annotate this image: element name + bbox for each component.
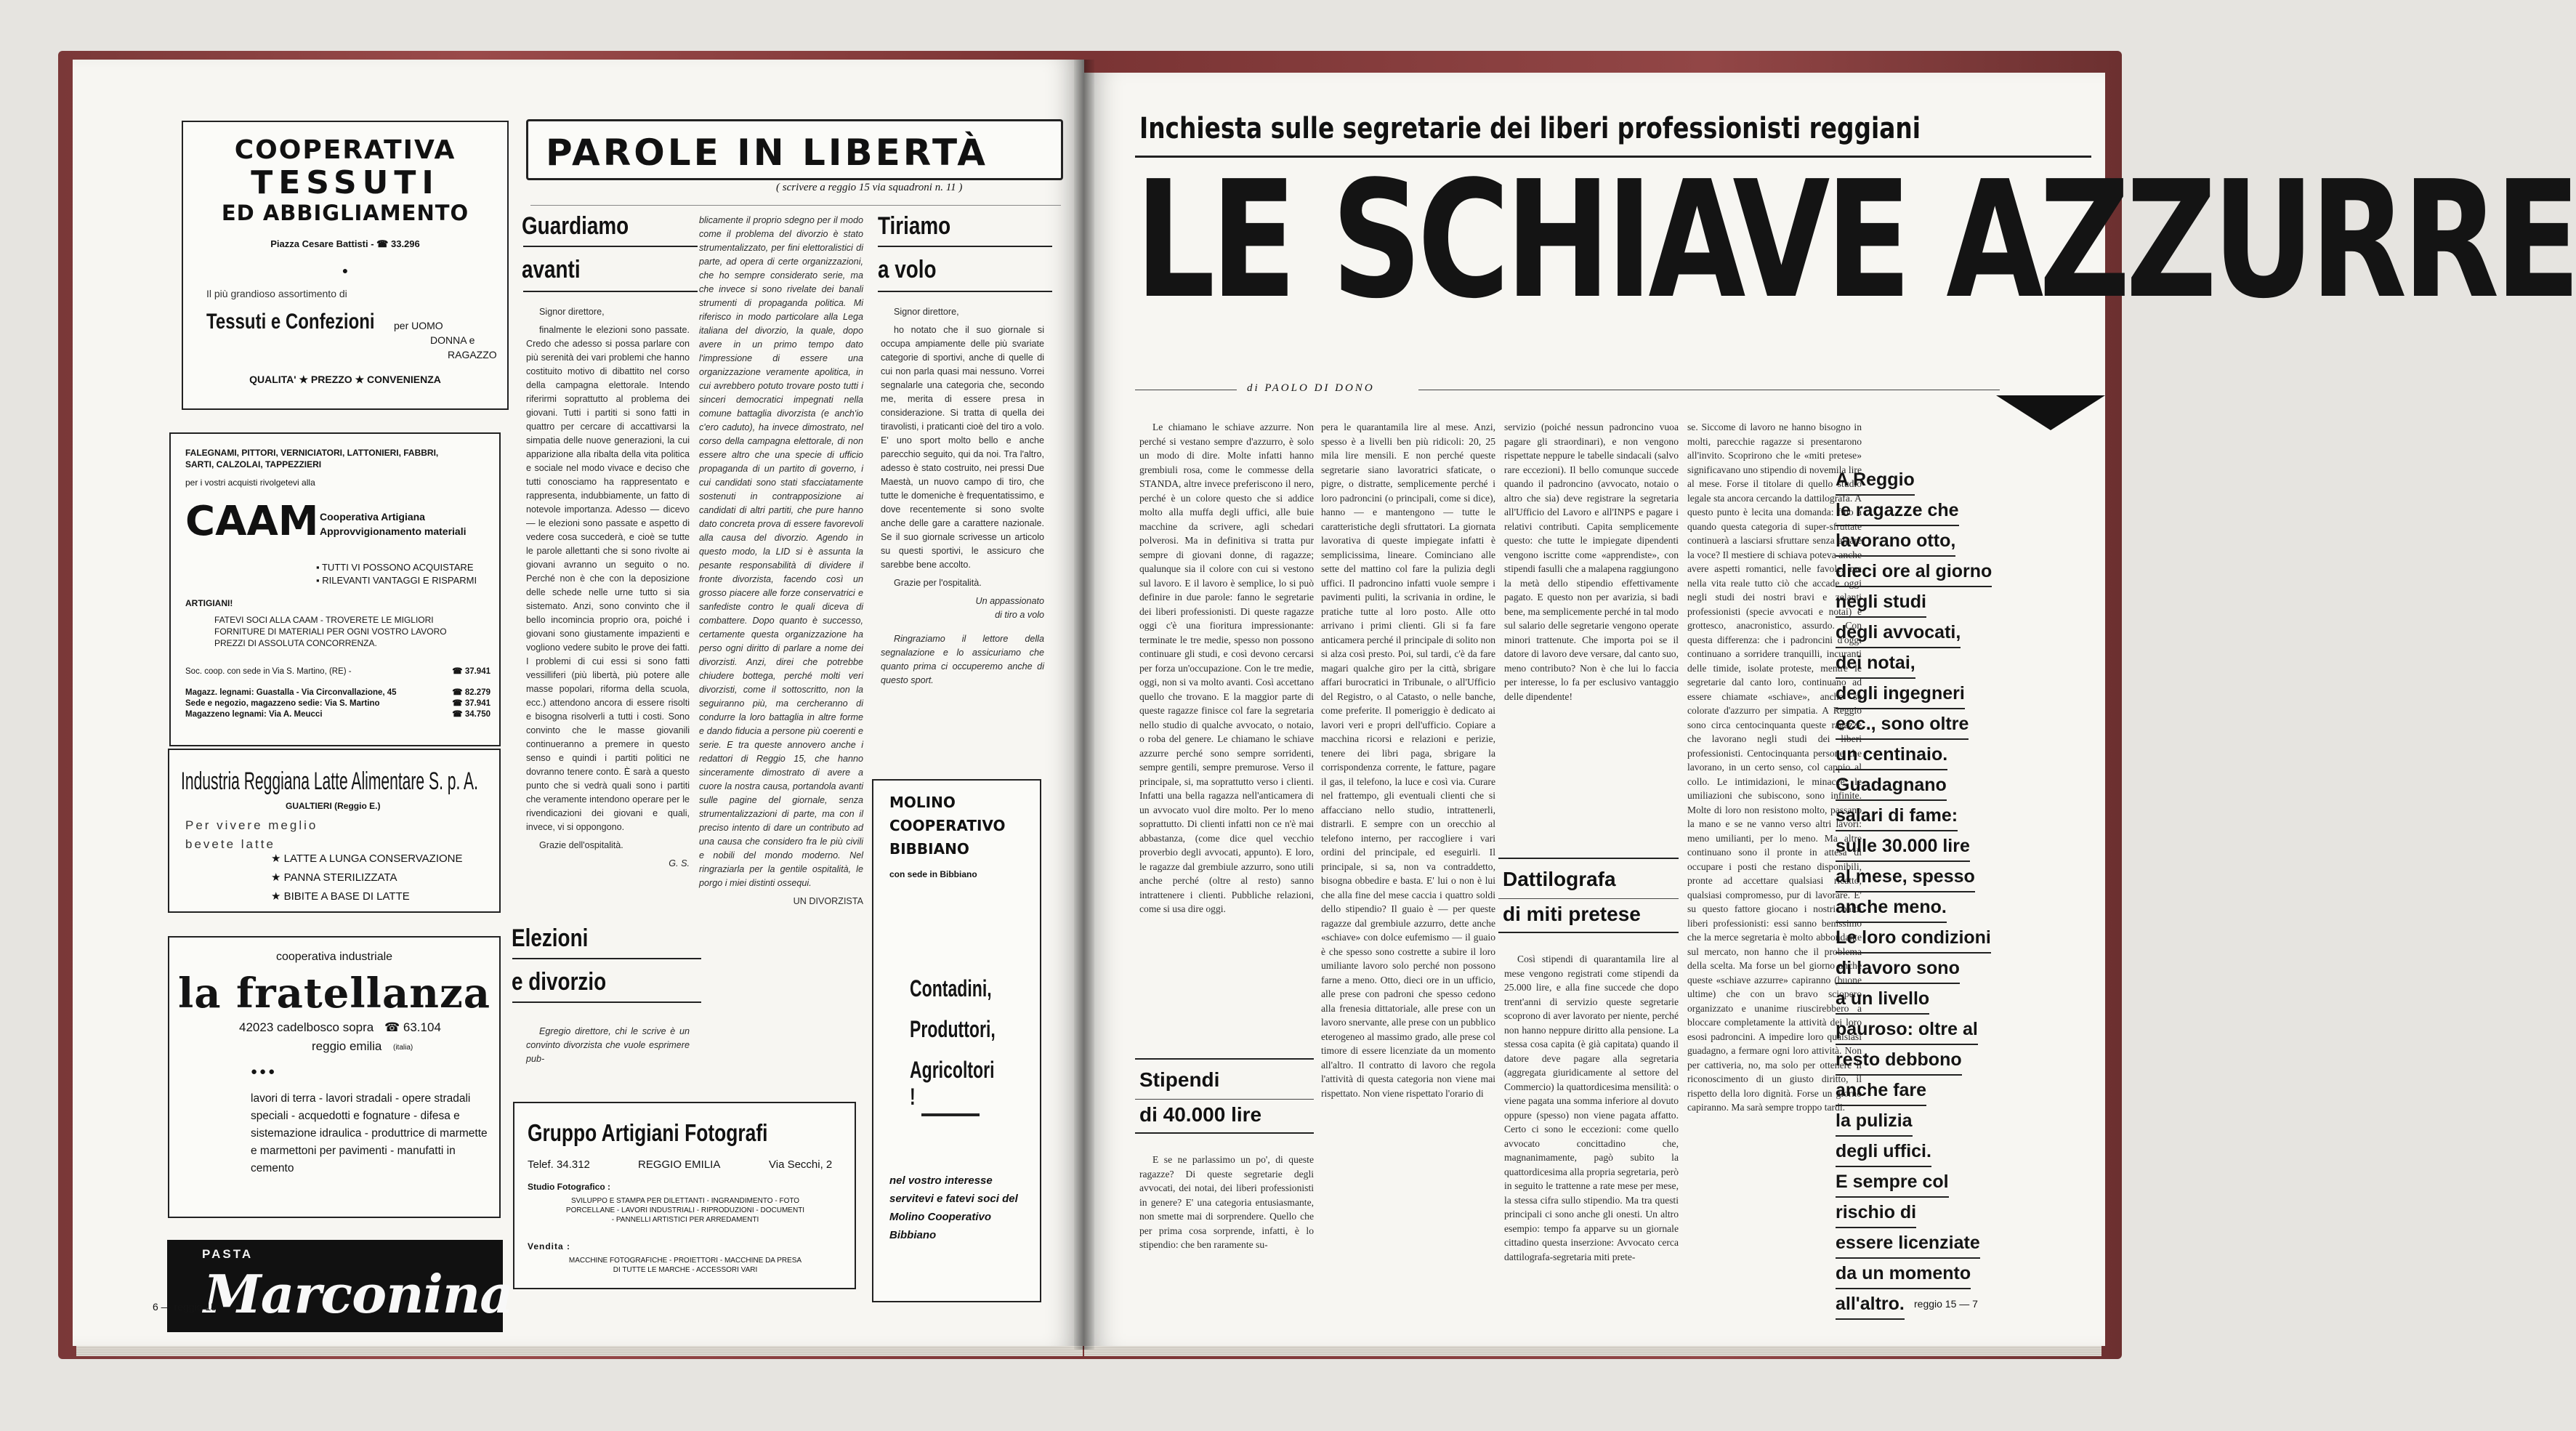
rule — [1498, 898, 1679, 899]
letter3-thanks: Grazie per l'ospitalità. — [894, 578, 982, 588]
ad-fotografi-vendita: Vendita : — [528, 1241, 571, 1251]
ad-marconina-brand: Marconina — [203, 1263, 513, 1325]
ad-molino-line2: COOPERATIVO — [889, 817, 1006, 834]
sidebar-line-text: sulle 30.000 lire — [1836, 831, 1970, 862]
letter3-signature1: Un appassionato — [975, 596, 1044, 606]
ad-latte-name: Industria Reggiana Latte Alimentare S. p. A. — [181, 767, 478, 795]
sidebar-line — [1836, 1259, 2054, 1289]
sidebar — [1836, 465, 2054, 1320]
sidebar-line-text: lavorano otto, — [1836, 526, 1955, 557]
ad-caam-rows — [185, 666, 490, 720]
kicker: Inchiesta sulle segretarie dei liberi professionisti reggiani — [1139, 112, 1921, 145]
sidebar-line — [1836, 770, 2054, 801]
letter3-text: ho notato che il suo giornale si occupa ampiamente delle più svariate categorie di sportivi, anche di quelle di cui non parla quasi mai nessuno. Vorrei segnalarle una categoria che, secondo me, merita di essere presa in considerazione. Si tratta di quella dei tiravolisti, i praticanti cioè del tiro a volo. E' uno sport molto bello e anche parecchio seguito, qui da noi. Tra l'altro, adesso è stato costruito, nei pressi Due Maestà, un nuovo campo di tiro, che tutte le domeniche è frequentatissimo, e dove recentemente si sono svolte anche delle gare a carattere nazionale. Se il suo giornale scrivesse un articolo su questi sportivi, le assicuro che sarebbe bene accolto. — [881, 325, 1044, 570]
rule — [512, 1001, 701, 1003]
caam-row-phone: ☎ 37.941 — [452, 667, 490, 676]
sidebar-line-text: Guadagnano — [1836, 770, 1947, 801]
ad-fotografi-street: Via Secchi, 2 — [769, 1158, 833, 1171]
ad-fotografi-city: REGGIO EMILIA — [638, 1158, 721, 1171]
sidebar-line-text: di lavoro sono — [1836, 954, 1960, 984]
sidebar-line — [1836, 1076, 2054, 1106]
ad-slogan: QUALITA' ★ PREZZO ★ CONVENIENZA — [249, 374, 441, 385]
sidebar-line — [1836, 1045, 2054, 1076]
article-col2-text: pera le quarantamila lire al mese. Anzi, spesso è a livelli ben più ridicoli: 20, 25 mila lire mensili. E non perché queste segretarie siano lavoratrici sfaticate, o pigre, o distratte, semplicemente perché i loro padroncini (o principali, come si dice), hanno — e mantengono — tutte le caratteristiche degli sfruttatori. La giornata lavorativa di queste impiegate infatti è semplicissima, lineare. Cominciano alle sette del mattino col fare la pulizia degli uffici. Il padroncino infatti vuole sempre i pavimenti puliti, la scrivania in ordine, le pratiche tutte al loro posto. Alle otto arrivano i primi clienti. Gli si fa fare anticamera perché il principale di solito non si alza così presto. Poi, sul tardi, c'è da fare magari qualche giro per la città, sbrigare affari burocratici in Tribunale, o all'Ufficio del Registro, o al Catasto, o nelle banche, come preferite. Il pomeriggio è dedicato ai lavori veri e propri dell'ufficio. Copiare a macchina ricorsi e relazioni e perizie, tenere dei libri paga, sbrigare la corrispondenza corrente, le fatture, pagare il gas, il telefono, la luce e così via. Curare nel frattempo, gli eventuali clienti che si affacciano nello studio, intrattenerli, distrarli. E sempre con un orecchio al telefono interno, per raccogliere i vari ordini del principale, ed eseguirli. Il principale, si sa, non va contraddetto, bisogna obbedire e basta. E' lui o non è lui che alla fine del mese caccia i quattro soldi dello stipendio? Il guaio è — per queste ragazze dal grembiule azzurro, dette anche «schiave» con dolce eufemismo — il guaio è che spesso sono costrette a subire il loro umiliante lavoro solo perché non possono farne a meno. Otto, dieci ore in un ufficio, alle prese con padroni che spesso cedono alla frenesia dittatoriale, alle prese con un lavoro snervante, alle prese con un pubblico eterogeneo al massimo grado, alle prese col timore di essere licenziate da un momento all'altro. Il contratto di lavoro che regola l'attività di questa categoria non viene mai rispettato. Non viene rispettato l'orario di — [1321, 422, 1495, 1099]
caam-row — [185, 709, 490, 720]
ad-fratellanza-desc: lavori di terra - lavori stradali - opere stradali speciali - acquedotti e fognature - difesa e sistemazione idraulica - produttrice di marmette e marmettoni per pavimenti - manufatti in cemento — [251, 1092, 488, 1174]
article-col3b — [1504, 952, 1679, 1342]
rule — [530, 205, 1061, 206]
ad-fotografi-vendita-text: MACCHINE FOTOGRAFICHE - PROIETTORI - MACCHINE DA PRESA DI TUTTE LE MARCHE - ACCESSORI VARI — [568, 1257, 802, 1274]
ad-molino-sede: con sede in Bibbiano — [889, 869, 977, 879]
ad-fratellanza-city: reggio emilia — [312, 1039, 382, 1053]
ad-fratellanza-country: (italia) — [393, 1044, 413, 1052]
letter3-heading1: Tiriamo — [878, 212, 951, 240]
sidebar-line-text: degli uffici. — [1836, 1137, 1931, 1167]
ad-fratellanza-phone: ☎ 63.104 — [384, 1020, 441, 1034]
letter3-salutation: Signor direttore, — [894, 307, 959, 317]
article-col3-text: servizio (poiché nessun padroncino vuoa pagare gli straordinari), e non vengono rispettate neppure le tabelle sindacali (salvo rare eccezioni). Il bello comunque succede quando il padroncino (avvocato, notaio o altro che sia) deve registrare la segretaria all'Ufficio del Lavoro e all'INPS e pagare i relativi contributi. Capita semplicemente questo: che tutte le impiegate dipendenti vengono iscritte come «apprendiste», con stipendi fasulli che a malapena raggiungono la metà dello stipendio effettivamente pagato. E questo non per avarizia, si badi bene, ma semplicemente perché in tal modo sul salario delle segretarie vengono operate minori trattenute. Che importa poi se il datore di lavoro deve versare, dal canto suo, meno contributo? Non è che lui lo faccia per interesse, lo fa per esclusivo vantaggio delle dipendente! — [1504, 422, 1679, 702]
letter2-body: Egregio direttore, chi le scrive è un convinto divorzista che vuole esprimere pub- — [526, 1026, 690, 1064]
ad-caam-point1: ▪ TUTTI VI POSSONO ACQUISTARE — [316, 562, 474, 573]
ad-fratellanza-name: la fratellanza — [177, 970, 491, 1017]
ad-line: Il più grandioso assortimento di — [206, 288, 347, 299]
column-header-box — [526, 119, 1063, 180]
letter-center-text: blicamente il proprio sdegno per il modo come il problema del divorzio è stato strumentalizzato, per fini elettoralistici di parte, ad opera di certe organizzazioni, che ho sempre considerato serie, ma che invece si sono rivelate dei banali strumenti di propaganda politica. Mi riferisco in modo particolare alla Lega italiana del divorzio, la quale, dopo avere in un primo tempo dato l'impressione di essere una organizzazione veramente apolitica, in cui avrebbero potuto trovare posto tutti i sinceri democratici impegnati nella comune battaglia divorzista (e anch'io c'ero caduto), ha invece dimostrato, nel corso della campagna elettorale, di non essere altro che una specie di ufficio propaganda di un partito di governo, i cui candidati sono stati sfacciatamente sostenuti in contrapposizione ai candidati di altri partiti, che pure hanno dato concreta prova di essere favorevoli alla causa del divorzio. Agendo in questo modo, la LID si è assunta la pesante responsabilità di dividere il fronte divorzista, facendo così un grosso piacere alle forze conservatrici e sanfediste contro le quali diceva di combattere. Dopo quanto è successo, certamente questa organizzazione ha perso ogni diritto di parlare a nome dei divorzisti. Anzi, direi che potrebbe chiudere bottega, perché molti veri divorzisti, come il sottoscritto, non la seguiranno più, ma cercheranno di condurre la loro battaglia in altre forme e dando fiducia a persone più coerenti e serie. E tra queste annovero anche i redattori di Reggio 15, che hanno sinceramente dimostrato di avere a cuore la nostra causa, portandola avanti sulle pagine del giornale, senza strumentalizzazioni di parte, ma con il preciso intento di dare un contributo ad una causa che considero fra le più civili e nobili del mondo moderno. Nel ringraziarla per la gentile ospitalità, le porgo i miei distinti ossequi. — [699, 215, 863, 888]
sidebar-line — [1836, 892, 2054, 923]
arrow-down-icon — [1996, 395, 2105, 432]
ad-marconina — [167, 1240, 513, 1332]
caam-row-label: Magazz. legnami: Guastalla - Via Circonvallazione, 45 — [185, 688, 397, 697]
ad-latte-motto1: Per vivere meglio — [185, 818, 318, 832]
ad-cooperativa-tessuti — [182, 121, 509, 410]
ad-fotografi — [513, 1102, 856, 1289]
sidebar-line — [1836, 465, 2054, 496]
letter-center-signature: UN DIVORZISTA — [793, 896, 863, 906]
sidebar-line — [1836, 496, 2054, 526]
ad-molino-slogan3: Agricoltori ! — [910, 1057, 995, 1110]
sidebar-line — [1836, 923, 2054, 954]
ad-molino — [872, 779, 1041, 1302]
caam-row-phone: ☎ 34.750 — [452, 710, 490, 719]
ad-caam-sub1: Cooperativa Artigiana — [320, 511, 425, 523]
ad-fratellanza — [168, 936, 501, 1218]
dots-icon: ●●● — [251, 1065, 278, 1078]
ad-per: per UOMO — [394, 320, 443, 331]
article-col3b-text: Così stipendi di quarantamila lire al mese vengono registrati come stipendi da 25.000 lire, e alla fine succede che dopo trent'anni di servizio queste segretarie scoprono di aver lavorato per niente, perché non hanno neppure diritto alla pensione. La stessa cosa capita (è già capitata) quando il datore deve pagare alla segretaria (aggregata giuridicamente al settore del Commercio) la quattordicesima mensilità: o viene pagata una somma inferiore al dovuto oppure (spesso) non viene pagata affatto. Certo ci sono le eccezioni: come quello avvocato concittadino che, magnanimamente, pagò subito la quattordicesima alla propria segretaria, però in seguito le trattenne a rate mese per mese, la stessa cifra sullo stipendio. Ma tra questi principali ci sono anche gli onesti. Un altro esempio: tempo fa apparve su un giornale cittadino questa inserzione: Avvocato cerca dattilografa-segretaria miti prete- — [1504, 954, 1679, 1262]
ad-caam-appeal: FATEVI SOCI ALLA CAAM - TROVERETE LE MIGLIORI FORNITURE DI MATERIALI PER OGNI VOSTRO LAVORO PREZZI DI ASSOLUTA CONCORRENZA. — [214, 615, 447, 648]
sidebar-line-text: E sempre col — [1836, 1167, 1949, 1198]
sidebar-line-text: da un momento — [1836, 1259, 1971, 1289]
ad-molino-dash — [921, 1113, 980, 1116]
column-header-title: PAROLE IN LIBERTÀ — [546, 132, 988, 174]
ad-fotografi-studio: Studio Fotografico : — [528, 1182, 610, 1192]
rule — [1135, 1099, 1314, 1100]
ad-caam-point2: ▪ RILEVANTI VANTAGGI E RISPARMI — [316, 575, 477, 586]
sidebar-line — [1836, 801, 2054, 831]
letter1-heading2: avanti — [522, 256, 581, 283]
sidebar-line-text: all'altro. — [1836, 1289, 1905, 1320]
article-col4-text: se. Siccome di lavoro ne hanno bisogno in molti, parecchie ragazze si presentarono all'invito. Scoprirono che le «miti pretese» significavano uno stipendio di novemila lire al mese. Forse il titolare di quello studio legale sta ancora cercando la dattilografa. A questo punto è lecita una domanda: fino a quando questa categoria di super-sfruttate continuerà a lasciarsi sfruttare senza alzare la voce? Il mestiere di schiava poteva anche avere aspetti romantici, nelle favole, ma nella vita reale tutto ciò che accade oggi negli studi dei nostri bravi e zelanti professionisti (specie avvocati e notai) è grottesco, anacronistico, assurdo. Con questa differenza: che i padroncini d'oggi continuano a sorridere tranquilli, incuranti delle timide, isolate proteste, mentre le segretarie dal canto loro, continuano ad essere chiamate «schiave», anche se colorate d'azzurro per simpatia. A Reggio sono circa centocinquanta queste ragazze che lavorano negli studi dei liberi professionisti. Centocinquanta persone che lavorano, in un certo senso, col cappio al collo. Le intimidazioni, le minacce, le umiliazioni che subiscono, sono infinite. Molte di loro non resistono molto, passano la mano e se ne vanno verso altri lavori: meno umilianti, per lo meno. Ma altre continuano sono il pronte in attesa di occupare i posti che restano disponibili, pronte ad accettare qualsiasi ricatto, qualsiasi compromesso, pur di lavorare. E' su questo fattore giocano i nostri baldi liberi professionisti: essi sanno benissimo che la merce segretaria è molto abbondante sul mercato, non hanno che il problema della scelta. Ma forse un bel giorno anche queste «schiave azzurre» capiranno (buone ultime) che con un bravo sciopero organizzato e unanime riuscirebbero a bloccare completamente la attività dei loro esosi padroncini. A impedire loro qualsiasi guadagno, a fermare ogni loro attività. Non per cattiveria, no, ma solo per ottenere il riconoscimento di un giusto diritto, il rispetto della loro dignità. Forse un giorno capiranno. Ma sarà sempre troppo tardi. — [1687, 422, 1862, 1113]
headline: LE SCHIAVE AZZURRE — [1135, 147, 2576, 334]
sidebar-line-text: degli avvocati, — [1836, 618, 1961, 648]
ad-caam-artigiani: ARTIGIANI! — [185, 598, 233, 608]
sidebar-line — [1836, 1198, 2054, 1228]
rule — [523, 291, 698, 292]
article-col1b — [1139, 1153, 1314, 1342]
sidebar-line-text: degli ingegneri — [1836, 679, 1965, 709]
sidebar-line — [1836, 862, 2054, 892]
ad-fotografi-studio-text: SVILUPPO E STAMPA PER DILETTANTI - INGRANDIMENTO - FOTO PORCELLANE - LAVORI INDUSTRIALI - RIPRODUZIONI - DOCUMENTI - PANNELLI ARTISTICI PER ARREDAMENTI — [565, 1197, 805, 1224]
page-edge-right — [1084, 1346, 2101, 1356]
sidebar-line — [1836, 679, 2054, 709]
ad-molino-slogan2: Produttori, — [910, 1016, 996, 1042]
sidebar-line — [1836, 984, 2054, 1015]
ad-fotografi-title: Gruppo Artigiani Fotografi — [528, 1119, 768, 1146]
sidebar-lines — [1836, 465, 2054, 1320]
article-col2 — [1321, 420, 1495, 1342]
subhead-2-line1: Dattilografa — [1503, 868, 1616, 890]
caam-row-phone: ☎ 37.941 — [452, 699, 490, 708]
sidebar-line-text: un centinaio. — [1836, 740, 1947, 770]
sidebar-line — [1836, 1167, 2054, 1198]
ad-fotografi-telef: Telef. 34.312 — [528, 1158, 590, 1171]
sidebar-line — [1836, 954, 2054, 984]
sidebar-line — [1836, 740, 2054, 770]
ad-molino-slogan1: Contadini, — [910, 975, 992, 1001]
ad-molino-line3: BIBBIANO — [889, 840, 969, 858]
sidebar-line — [1836, 831, 2054, 862]
ad-caam-name: CAAM — [185, 498, 319, 545]
letter3-body — [881, 305, 1044, 686]
ad-donna: DONNA e — [430, 334, 475, 346]
article-col1 — [1139, 420, 1314, 1031]
letter-center-body — [699, 214, 863, 1115]
letter3-signature2: di tiro a volo — [995, 610, 1044, 620]
letter1-signature: G. S. — [669, 858, 690, 868]
caam-row-label: Soc. coop. con sede in Via S. Martino, (RE) - — [185, 667, 352, 676]
sidebar-line — [1836, 557, 2054, 587]
ad-latte-item: ★ PANNA STERILIZZATA — [271, 871, 397, 884]
sidebar-line-text: A Reggio — [1836, 465, 1915, 496]
letter1-thanks: Grazie dell'ospitalità. — [539, 840, 623, 850]
sidebar-line-text: anche meno. — [1836, 892, 1947, 923]
gutter — [1074, 60, 1094, 1350]
subhead-box-2 — [1498, 858, 1679, 933]
sidebar-line-text: a un livello — [1836, 984, 1929, 1015]
sidebar-line-text: rischio di — [1836, 1198, 1916, 1228]
sidebar-line — [1836, 709, 2054, 740]
sidebar-line-text: resto debbono — [1836, 1045, 1962, 1076]
ad-latte-item: ★ BIBITE A BASE DI LATTE — [271, 890, 410, 903]
rule — [523, 246, 698, 247]
sidebar-line-text: dieci ore al giorno — [1836, 557, 1992, 587]
ad-address: Piazza Cesare Battisti - ☎ 33.296 — [270, 238, 420, 249]
article-col3 — [1504, 420, 1679, 849]
caam-row — [185, 666, 490, 677]
letter3-heading2: a volo — [878, 256, 937, 283]
left-page — [73, 60, 1084, 1346]
letter2-heading2: e divorzio — [512, 968, 607, 996]
sidebar-line — [1836, 618, 2054, 648]
caam-row — [185, 688, 490, 698]
right-page — [1084, 73, 2576, 1346]
sidebar-line-text: salari di fame: — [1836, 801, 1958, 831]
ad-title-1: COOPERATIVA — [234, 135, 456, 165]
sidebar-line-text: anche fare — [1836, 1076, 1926, 1106]
sidebar-line-text: al mese, spesso — [1836, 862, 1975, 892]
ad-latte-item: ★ LATTE A LUNGA CONSERVAZIONE — [271, 852, 463, 865]
article-col1b-text: E se ne parlassimo un po', di queste ragazze? Di queste segretarie degli avvocati, dei notai, dei liberi professionisti in genere? E' una categoria entusiasmante, non smette mai di sorprendere. Quello che per prima cosa sorprende, infatti, è lo stipendio: che ben raramente su- — [1139, 1154, 1314, 1250]
ad-ragazzo: RAGAZZO — [448, 349, 497, 360]
letter1-text: finalmente le elezioni sono passate. Credo che adesso si possa parlare con più serenità dei vari problemi che hanno costituito motivo di dibattito nel corso della campagna elettorale. Intendo riferirmi soprattutto al problema dei giovani. Tutti i partiti si sono fatti in quattro per cercare di accattivarsi la simpatia delle nuove generazioni, la cui apparizione alla ribalta della vita politica e sociale nel modo vivace e deciso che tutti conosciamo ha rappresentato e rappresenta, indubbiamente, un fatto di notevole importanza. Adesso — dicevo — le elezioni sono passate e aspetto di vedere cosa succederà, e cioè se tutte le parole allettanti che si sono rivolte ai giovani avranno un seguito o no. Perché non è che con la deposizione delle schede nelle urne tutto si sia sistemato. Anzi, sono convinto che il bello incomincia proprio ora, poiché i giovani sono giustamente impazienti e vogliono vedere subito le prove dei fatti. I problemi di cui essi si sono fatti vessilliferi (più libertà, più potere alle masse popolari, riforma della scuola, ecc.) attendono ancora di essere risolti e bisogna risolverli a tutti i costi. Sono convinto che le masse giovanili continueranno a premere in questo senso e quindi i partiti politici ne dovranno tenere conto. È sarà a questo punto che si vedrà quali sono i partiti che veramente intendono operare per le rivendicazioni dei giovani e quali, invece, vi si oppongono. — [526, 325, 690, 832]
sidebar-line — [1836, 526, 2054, 557]
caam-row — [185, 698, 490, 709]
article-col1-text: Le chiamano le schiave azzurre. Non perché si vestano sempre d'azzurro, è solo un modo di dire. Molte infatti hanno grembiuli rosa, come le commesse della STANDA, altre invece preferiscono il nero, perché è un colore questo che si addice molto alla muffa degli uffici, alle buie macchine da scrivere, agli schedari polverosi. Ma in definitiva si tratta pur sempre di giovani donne, di ragazze; qualunque sia il colore con cui si vestono sul lavoro. E il lavoro è semplice, lo si può definire in due parole: fanno le segretarie dei liberi professionisti. Di queste ragazze oggi c'è una fioritura impressionante: terminate le tre medie, spesso non possono continuare gli studi, e così devono cercarsi per forza un'occupazione. Con le tre medie, oggi, non si va molto avanti. Così accettano quello che trovano. E la maggior parte di queste ragazze finisce col fare la segretaria nello studio di qualche avvocato, o notaio, o roba del genere. Le chiamano le schiave azzurre perché sono sempre sorridenti, sempre gentili, sempre premurose. Verso il principale, si, ma soprattutto verso i clienti. Infatti una bella ragazza nell'anticamera di un avvocato vuol dire molto. Per lo meno soprattutto. Di clienti infatti non ce n'è mai abbastanza, (come dice quel vecchio proverbio degli avvocati, appunto). E loro, le ragazze dal grembiule azzurro, sono utili anche perché (oltre al resto) sanno intrattenere i clienti. Pubbliche relazioni, come si usa dire oggi. — [1139, 422, 1314, 914]
letter1-salutation: Signor direttore, — [539, 307, 605, 317]
subhead-2-line2: di miti pretese — [1503, 903, 1641, 925]
letter1-heading1: Guardiamo — [522, 212, 629, 240]
sidebar-line-text: Le loro condizioni — [1836, 923, 1991, 954]
caam-row-label: Sede e negozio, magazzeno sedie: Via S. Martino — [185, 699, 380, 708]
bullet-icon: ● — [342, 265, 349, 276]
ad-caam-trades: FALEGNAMI, PITTORI, VERNICIATORI, LATTONIERI, FABBRI, SARTI, CALZOLAI, TAPPEZZIERI — [185, 448, 439, 469]
subhead-1-line1: Stipendi — [1139, 1068, 1220, 1091]
ad-caam-sub2: Approvvigionamento materiali — [320, 525, 467, 537]
sidebar-line-text: le ragazze che — [1836, 496, 1959, 526]
sidebar-line — [1836, 1106, 2054, 1137]
sidebar-line-text: essere licenziate — [1836, 1228, 1980, 1259]
ad-caam — [169, 432, 501, 746]
ad-molino-line1: MOLINO — [889, 794, 956, 811]
rule — [512, 958, 701, 959]
ad-fratellanza-address: 42023 cadelbosco sopra — [239, 1020, 374, 1034]
ad-latte-motto2: bevete latte — [185, 837, 275, 851]
ad-fratellanza-kind: cooperativa industriale — [275, 951, 393, 963]
ad-caam-rivolgetevi: per i vostri acquisti rivolgetevi alla — [185, 477, 315, 488]
column-header-subtitle: ( scrivere a reggio 15 via squadroni n. 11 ) — [776, 182, 963, 193]
ad-marconina-small: PASTA — [202, 1247, 254, 1261]
caam-row-phone: ☎ 82.279 — [452, 688, 490, 697]
ad-brand: Tessuti e Confezioni — [206, 310, 375, 334]
sidebar-line-text: la pulizia — [1836, 1106, 1913, 1137]
letter3-reply: Ringraziamo il lettore della segnalazione e lo assicuriamo che quanto prima ci occuperemo anche di questo sport. — [881, 634, 1044, 685]
ad-title-2: TESSUTI — [251, 164, 440, 201]
sidebar-line-text: pauroso: oltre al — [1836, 1015, 1978, 1045]
sidebar-line — [1836, 587, 2054, 618]
sidebar-line-text: negli studi — [1836, 587, 1926, 618]
page-edge-left — [76, 1346, 1083, 1356]
sidebar-line — [1836, 1015, 2054, 1045]
letter2-heading1: Elezioni — [512, 924, 589, 952]
sidebar-line — [1836, 1137, 2054, 1167]
sidebar-line — [1836, 1228, 2054, 1259]
caam-row-label: Magazzeno legnami: Via A. Meucci — [185, 710, 323, 719]
letter1-body — [526, 305, 690, 924]
byline: di PAOLO DI DONO — [1247, 382, 1375, 394]
ad-title-3: ED ABBIGLIAMENTO — [221, 201, 469, 225]
ad-molino-appeal: nel vostro interesse servitevi e fatevi soci del Molino Cooperativo Bibbiano — [889, 1174, 1018, 1241]
rule — [878, 291, 1052, 292]
subhead-box-1 — [1135, 1058, 1314, 1134]
sidebar-line-text: ecc., sono oltre — [1836, 709, 1969, 740]
rule — [878, 246, 1052, 247]
subhead-1-line2: di 40.000 lire — [1139, 1103, 1262, 1126]
ad-latte — [168, 749, 501, 913]
right-page-footer: reggio 15 — 7 — [1914, 1298, 1978, 1310]
ad-latte-place: GUALTIERI (Reggio E.) — [286, 801, 381, 811]
left-page-footer: 6 — reggio 15 — [153, 1301, 217, 1313]
sidebar-line — [1836, 648, 2054, 679]
sidebar-line-text: dei notai, — [1836, 648, 1915, 679]
